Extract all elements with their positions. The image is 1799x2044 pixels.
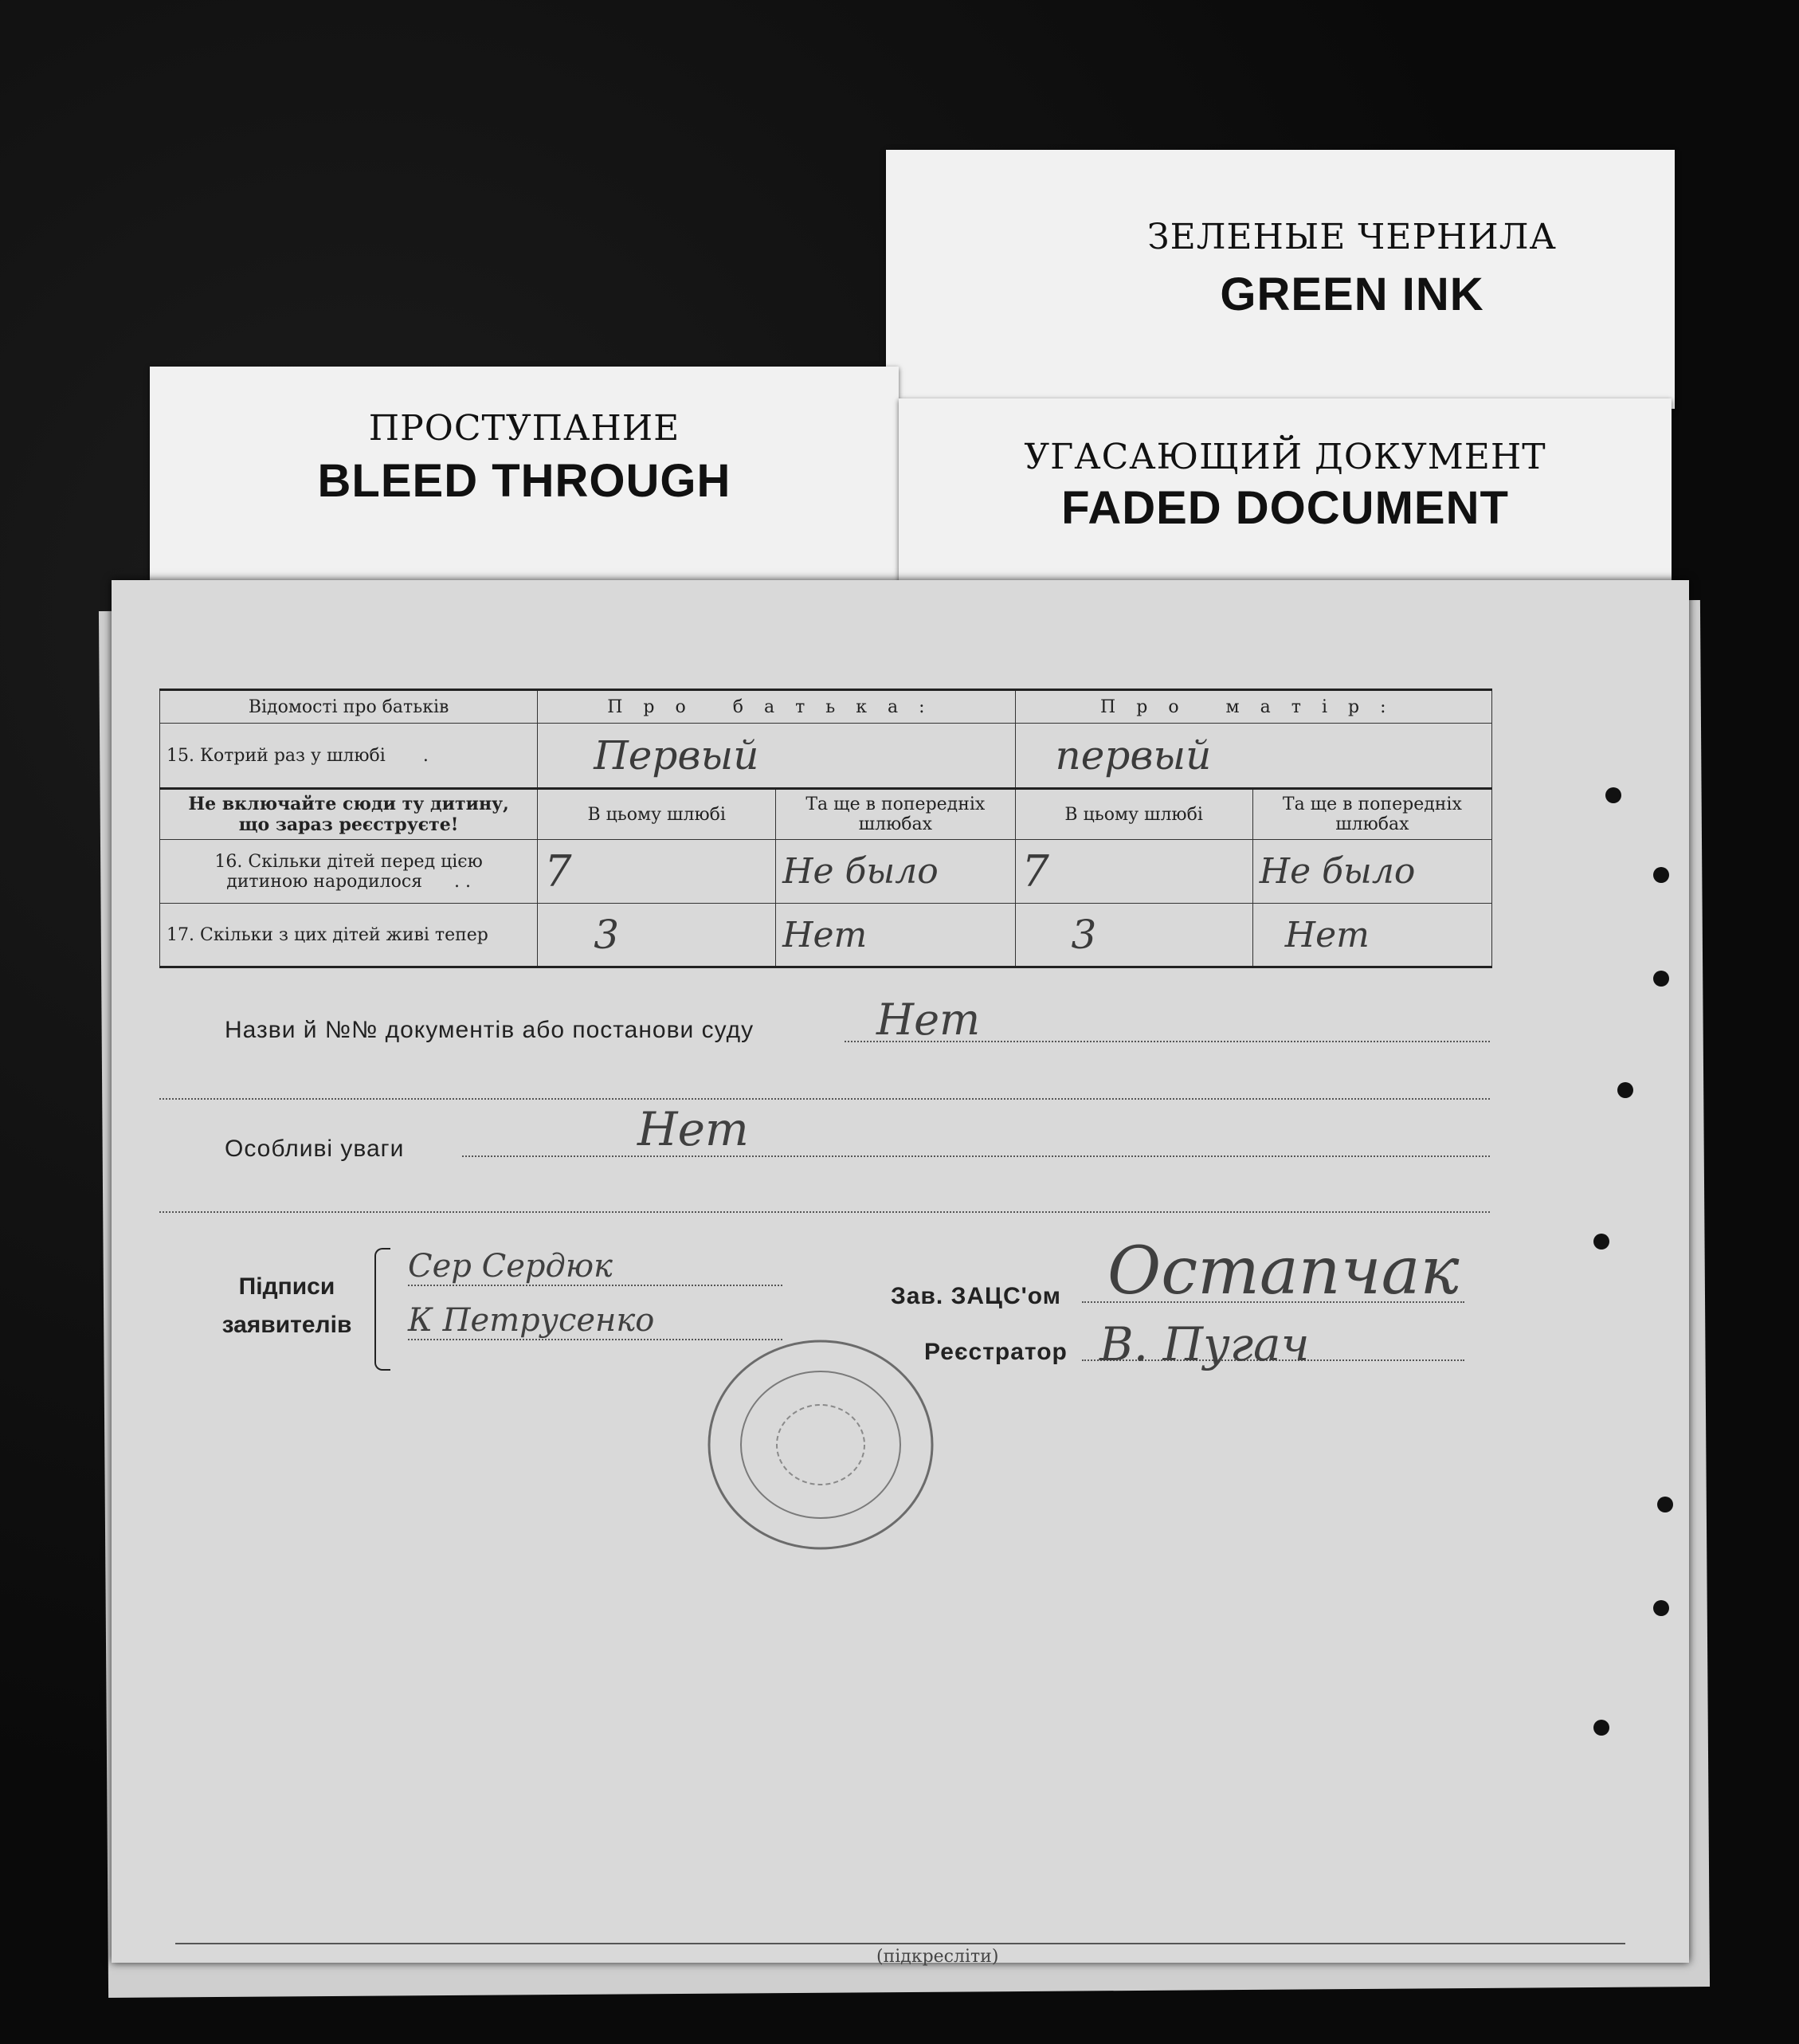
- applicants-signatures-label: [207, 1273, 366, 1339]
- punch-hole: [1653, 867, 1669, 883]
- punch-hole: [1617, 1082, 1633, 1098]
- registrar-signature: В. Пугач: [1099, 1317, 1310, 1371]
- punch-hole: [1657, 1497, 1673, 1512]
- punch-hole: [1653, 971, 1669, 987]
- green-ink-ru: ЗЕЛЕНЫЕ ЧЕРНИЛА: [1147, 217, 1557, 257]
- remarks-label: Особливі уваги: [225, 1136, 405, 1162]
- punch-hole: [1653, 1600, 1669, 1616]
- faded-document-label-card: [899, 398, 1672, 606]
- bleed-through-ru: ПРОСТУПАНИЕ: [368, 408, 680, 449]
- signature-line-1: [408, 1285, 782, 1286]
- signatures-label-line2: заявителів: [221, 1312, 352, 1338]
- registrar-label: Реєстратор: [924, 1339, 1068, 1365]
- documents-dotted-line-2: [159, 1098, 1490, 1100]
- col-header-father: Про батька:: [538, 690, 1015, 724]
- bleed-through-en: BLEED THROUGH: [317, 455, 731, 507]
- punch-hole: [1605, 787, 1621, 803]
- row17-father-prev: Нет: [776, 904, 1015, 967]
- father-previous-header: [776, 789, 1015, 840]
- previous-line1: Та ще в попередніх: [805, 794, 986, 814]
- head-zags-signature: Остапчак: [1107, 1234, 1460, 1309]
- punch-hole: [1593, 1234, 1609, 1250]
- row15-dots: .: [422, 745, 429, 766]
- row15-father: Первый: [538, 724, 1015, 789]
- green-ink-label-card: [886, 150, 1675, 409]
- footer-partial-text: (підкресліти): [876, 1947, 999, 1967]
- previous-line2: шлюбах: [858, 814, 933, 834]
- father-this-marriage-header: В цьому шлюбі: [538, 789, 776, 840]
- row16-father-this: 7: [538, 840, 776, 904]
- col-header-mother: Про матір:: [1015, 690, 1491, 724]
- parents-info-table: [159, 689, 1492, 968]
- documents-label: Назви й №№ документів або постанови суду: [225, 1017, 754, 1043]
- faded-document-ru: УГАСАЮЩИЙ ДОКУМЕНТ: [1024, 437, 1546, 477]
- no-include-warning: [160, 789, 538, 840]
- row15-label-text: 15. Котрий раз у шлюбі: [167, 745, 386, 766]
- row16-line1: 16. Скільки дітей перед цією: [214, 851, 483, 872]
- row16-line2: дитиною народилося: [226, 871, 423, 892]
- previous-line2: шлюбах: [1335, 814, 1409, 834]
- row16-father-prev: Не было: [776, 840, 1015, 904]
- warning-line1: Не включайте сюди ту дитину,: [188, 794, 509, 814]
- row16-mother-this: 7: [1015, 840, 1252, 904]
- document-sheet: [112, 580, 1689, 1967]
- remarks-value: Нет: [637, 1102, 749, 1156]
- documents-value: Нет: [876, 995, 981, 1045]
- row16-mother-prev: Не было: [1252, 840, 1491, 904]
- row15-mother: первый: [1015, 724, 1491, 789]
- remarks-dotted-line: [462, 1155, 1490, 1157]
- remarks-dotted-line-2: [159, 1211, 1490, 1213]
- faded-document-en: FADED DOCUMENT: [1061, 482, 1509, 534]
- signatures-brace: [374, 1248, 390, 1371]
- mother-this-marriage-header: В цьому шлюбі: [1015, 789, 1252, 840]
- row17-mother-prev: Нет: [1252, 904, 1491, 967]
- bottom-rule: [175, 1943, 1625, 1944]
- row17-father-this: 3: [538, 904, 776, 967]
- head-zags-label: Зав. ЗАЦС'ом: [891, 1283, 1061, 1309]
- official-stamp: [705, 1337, 936, 1552]
- warning-line2: що зараз реєструєте!: [238, 814, 459, 835]
- green-ink-en: GREEN INK: [1220, 269, 1484, 320]
- row17-mother-this: 3: [1015, 904, 1252, 967]
- mother-previous-header: [1252, 789, 1491, 840]
- row16-dots: . .: [454, 871, 472, 892]
- applicant-signature-1: Сер Сердюк: [408, 1248, 613, 1285]
- applicant-signature-2: К Петрусенко: [408, 1302, 655, 1339]
- punch-hole: [1593, 1720, 1609, 1736]
- previous-line1: Та ще в попередніх: [1282, 794, 1462, 814]
- signatures-label-line1: Підписи: [238, 1273, 335, 1300]
- row16-label: [160, 840, 538, 904]
- col-header-info: Відомості про батьків: [160, 690, 538, 724]
- row17-label: 17. Скільки з цих дітей живі тепер: [160, 904, 538, 967]
- row15-label: [160, 724, 538, 789]
